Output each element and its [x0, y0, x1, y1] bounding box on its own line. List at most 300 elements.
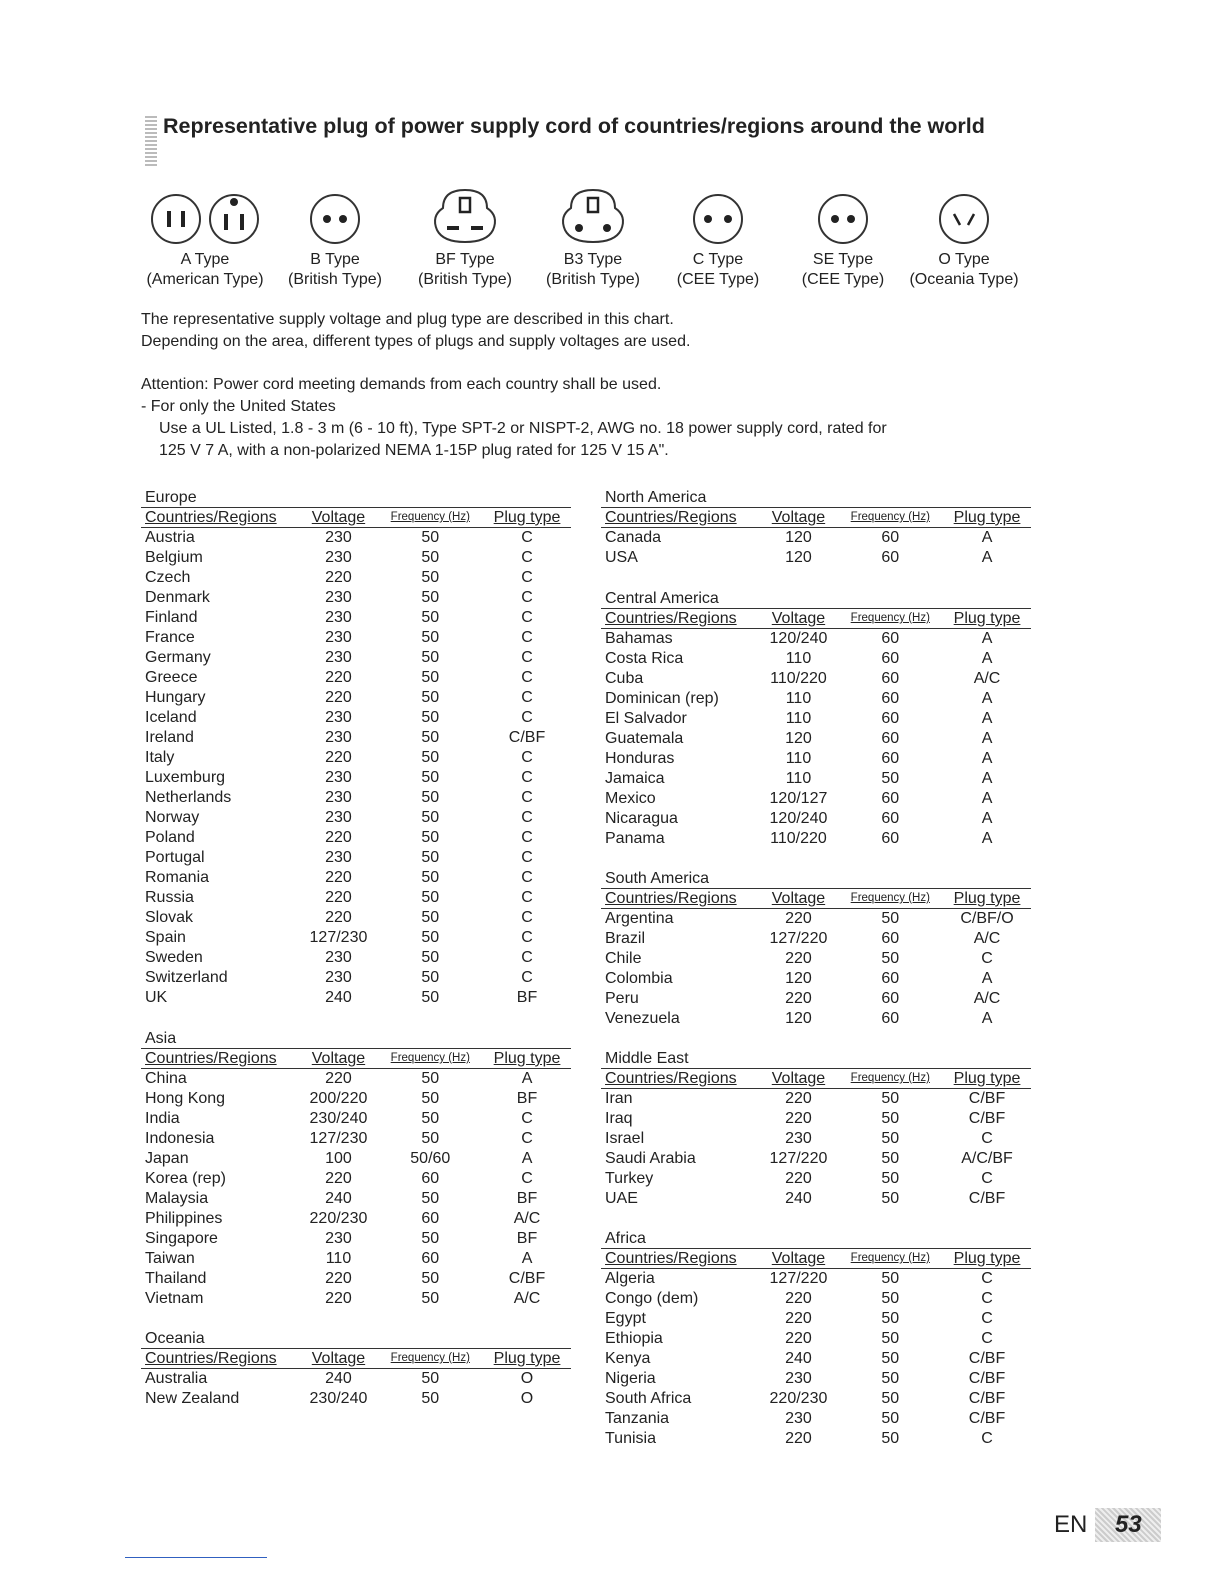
country-cell: Guatemala — [605, 730, 684, 747]
table-row — [141, 708, 571, 728]
voltage-cell: 120 — [785, 730, 812, 747]
country-cell: Cuba — [605, 670, 644, 687]
country-cell: Egypt — [605, 1310, 646, 1327]
country-cell: Kenya — [605, 1350, 651, 1367]
plug-type-cell: A — [521, 1150, 533, 1167]
voltage-cell: 110 — [785, 770, 812, 787]
plug-type-cell: C/BF — [968, 1350, 1006, 1367]
country-cell: UK — [145, 989, 168, 1006]
plug-type-cell: C — [981, 1270, 993, 1287]
country-cell: Portugal — [145, 849, 205, 866]
plug-b3-icon — [557, 186, 629, 246]
table-row — [141, 748, 571, 768]
plug-type-bf: BF Type (British Type) — [402, 186, 528, 290]
voltage-cell: 220 — [785, 1170, 812, 1187]
table-row — [141, 968, 571, 988]
table-row — [601, 769, 1031, 789]
voltage-cell: 220 — [785, 1310, 812, 1327]
frequency-cell: 50 — [881, 910, 900, 927]
voltage-cell: 230 — [325, 849, 352, 866]
country-cell: Tunisia — [605, 1430, 656, 1447]
frequency-cell: 60 — [881, 970, 900, 987]
frequency-cell: 50 — [421, 669, 440, 686]
plug-types-row — [140, 186, 1030, 296]
frequency-cell: 50 — [421, 749, 440, 766]
table-row — [141, 528, 571, 548]
table-header: Countries/Regions Voltage Frequency (Hz) Plug type — [601, 609, 1031, 629]
country-cell: Hong Kong — [145, 1090, 226, 1107]
plug-type-cell: C — [521, 769, 533, 786]
table-row — [141, 1109, 571, 1129]
country-cell: Panama — [605, 830, 665, 847]
table-header: Countries/Regions Voltage Frequency (Hz) Plug type — [601, 889, 1031, 909]
voltage-cell: 220 — [785, 950, 812, 967]
frequency-cell: 50 — [421, 529, 440, 546]
voltage-cell: 127/220 — [769, 1150, 828, 1167]
country-cell: El Salvador — [605, 710, 687, 727]
country-cell: Greece — [145, 669, 198, 686]
voltage-cell: 120/240 — [769, 810, 828, 827]
plug-type-cell: C — [521, 629, 533, 646]
frequency-cell: 50 — [421, 1390, 440, 1407]
table-row — [141, 728, 571, 748]
frequency-cell: 50 — [421, 989, 440, 1006]
attention-text: Attention: Power cord meeting demands from each country shall be used. - For only the United States Use a UL Listed, 1.8 - 3 m (6 - 10 ft), Type SPT-2 or NISPT-2, AWG no. 18 power supply cord, rated for 125 V 7 A, with a non-polarized NEMA 1-15P plug rated for 125 V 15 A". — [141, 376, 887, 459]
plug-type-cell: A/C — [973, 930, 1001, 947]
country-cell: Poland — [145, 829, 195, 846]
country-cell: Switzerland — [145, 969, 228, 986]
voltage-cell: 220 — [785, 1290, 812, 1307]
frequency-cell: 50 — [421, 1110, 440, 1127]
voltage-cell: 220 — [325, 1270, 352, 1287]
voltage-cell: 230 — [785, 1370, 812, 1387]
table-row — [601, 949, 1031, 969]
table-row — [141, 1149, 571, 1169]
frequency-cell: 60 — [881, 670, 900, 687]
voltage-cell: 120/240 — [769, 630, 828, 647]
voltage-cell: 110 — [785, 710, 812, 727]
table-row — [601, 1309, 1031, 1329]
voltage-cell: 100 — [325, 1150, 352, 1167]
frequency-cell: 60 — [421, 1210, 440, 1227]
country-cell: Vietnam — [145, 1290, 204, 1307]
plug-type-o: O Type (Oceania Type) — [898, 186, 1030, 290]
plug-type-cell: C/BF — [508, 729, 546, 746]
middle-east-table — [601, 1050, 1031, 1209]
plug-type-cell: A — [981, 710, 993, 727]
plug-type-cell: C — [521, 969, 533, 986]
plug-type-a: A Type (American Type) — [140, 186, 270, 290]
voltage-cell: 220 — [785, 1090, 812, 1107]
table-row — [141, 808, 571, 828]
frequency-cell: 60 — [881, 810, 900, 827]
table-row — [601, 548, 1031, 568]
frequency-cell: 50 — [881, 1150, 900, 1167]
middle-east-title: Middle East — [601, 1050, 1031, 1069]
country-cell: Spain — [145, 929, 186, 946]
plug-type-cell: BF — [516, 1190, 538, 1207]
country-cell: France — [145, 629, 195, 646]
plug-c-icon — [691, 192, 745, 246]
table-row — [601, 1409, 1031, 1429]
plug-type-cell: C — [521, 909, 533, 926]
frequency-cell: 50 — [421, 629, 440, 646]
north-america-table — [601, 489, 1031, 568]
central-america-title: Central America — [601, 590, 1031, 609]
frequency-cell: 50 — [421, 549, 440, 566]
voltage-cell: 220 — [785, 990, 812, 1007]
country-cell: Luxemburg — [145, 769, 226, 786]
table-row — [601, 749, 1031, 769]
country-cell: Argentina — [605, 910, 674, 927]
table-row — [601, 709, 1031, 729]
frequency-cell: 50 — [421, 569, 440, 586]
country-cell: Netherlands — [145, 789, 232, 806]
country-cell: Russia — [145, 889, 194, 906]
central-america-table — [601, 590, 1031, 849]
plug-type-cell: C — [521, 709, 533, 726]
country-cell: Hungary — [145, 689, 206, 706]
country-cell: Singapore — [145, 1230, 218, 1247]
frequency-cell: 50 — [421, 769, 440, 786]
frequency-cell: 60 — [881, 790, 900, 807]
frequency-cell: 50 — [881, 770, 900, 787]
table-row — [601, 1129, 1031, 1149]
table-header: Countries/Regions Voltage Frequency (Hz) Plug type — [601, 1249, 1031, 1269]
frequency-cell: 50 — [421, 1230, 440, 1247]
south-america-table — [601, 870, 1031, 1029]
plug-type-cell: C/BF/O — [960, 910, 1014, 927]
plug-type-cell: C — [981, 1170, 993, 1187]
country-cell: Ireland — [145, 729, 194, 746]
country-cell: UAE — [605, 1190, 638, 1207]
plug-type-cell: A — [981, 830, 993, 847]
country-cell: Malaysia — [145, 1190, 209, 1207]
frequency-cell: 50/60 — [410, 1150, 451, 1167]
frequency-cell: 60 — [881, 750, 900, 767]
table-row — [601, 629, 1031, 649]
country-cell: Iceland — [145, 709, 197, 726]
voltage-cell: 220 — [325, 869, 352, 886]
frequency-cell: 50 — [421, 929, 440, 946]
voltage-cell: 240 — [325, 989, 352, 1006]
frequency-cell: 50 — [421, 829, 440, 846]
frequency-cell: 60 — [881, 630, 900, 647]
plug-type-cell: A — [981, 690, 993, 707]
plug-type-cell: C — [521, 529, 533, 546]
country-cell: Chile — [605, 950, 642, 967]
plug-type-cell: C — [521, 889, 533, 906]
frequency-cell: 60 — [881, 730, 900, 747]
voltage-cell: 230 — [325, 589, 352, 606]
asia-table — [141, 1030, 571, 1309]
plug-bf-icon — [429, 186, 501, 246]
plug-type-cell: A/C — [513, 1290, 541, 1307]
plug-type-cell: C — [981, 1330, 993, 1347]
frequency-cell: 50 — [421, 689, 440, 706]
frequency-cell: 60 — [881, 690, 900, 707]
table-row — [601, 1109, 1031, 1129]
voltage-cell: 230 — [325, 1230, 352, 1247]
frequency-cell: 50 — [881, 950, 900, 967]
voltage-cell: 110 — [785, 650, 812, 667]
table-row — [141, 828, 571, 848]
table-row — [601, 649, 1031, 669]
table-row — [141, 908, 571, 928]
plug-o-icon — [937, 192, 991, 246]
voltage-cell: 120 — [785, 1010, 812, 1027]
table-row — [141, 1289, 571, 1309]
voltage-cell: 220 — [325, 669, 352, 686]
frequency-cell: 50 — [881, 1310, 900, 1327]
voltage-cell: 230 — [325, 629, 352, 646]
intro-text: The representative supply voltage and plug type are described in this chart. Depending on the area, different types of plugs and supply voltages are used. — [141, 311, 691, 350]
country-cell: Korea (rep) — [145, 1170, 226, 1187]
frequency-cell: 60 — [881, 1010, 900, 1027]
table-row — [601, 969, 1031, 989]
table-row — [141, 788, 571, 808]
country-cell: Turkey — [605, 1170, 654, 1187]
voltage-cell: 220 — [785, 1330, 812, 1347]
table-row — [141, 1369, 571, 1389]
country-cell: Germany — [145, 649, 211, 666]
voltage-cell: 230 — [325, 769, 352, 786]
frequency-cell: 50 — [421, 789, 440, 806]
frequency-cell: 50 — [881, 1330, 900, 1347]
africa-table — [601, 1230, 1031, 1449]
voltage-cell: 120 — [785, 970, 812, 987]
plug-type-se: SE Type (CEE Type) — [780, 186, 906, 290]
voltage-cell: 230/240 — [309, 1110, 368, 1127]
plug-type-cell: A/C — [973, 670, 1001, 687]
africa-title: Africa — [601, 1230, 1031, 1249]
table-row — [601, 1429, 1031, 1449]
frequency-cell: 50 — [881, 1190, 900, 1207]
plug-type-cell: C — [981, 1310, 993, 1327]
frequency-cell: 50 — [421, 589, 440, 606]
frequency-cell: 60 — [881, 710, 900, 727]
table-row — [141, 1069, 571, 1089]
frequency-cell: 50 — [421, 729, 440, 746]
country-cell: Iraq — [605, 1110, 633, 1127]
country-cell: India — [145, 1110, 180, 1127]
voltage-cell: 120/127 — [769, 790, 828, 807]
table-header: Countries/Regions Voltage Frequency (Hz) Plug type — [141, 1349, 571, 1369]
voltage-cell: 230 — [325, 969, 352, 986]
frequency-cell: 50 — [881, 1290, 900, 1307]
page-number-value: 53 — [1095, 1508, 1161, 1542]
country-cell: Bahamas — [605, 630, 673, 647]
voltage-cell: 230 — [325, 649, 352, 666]
plug-type-cell: C — [981, 1430, 993, 1447]
frequency-cell: 50 — [881, 1110, 900, 1127]
country-cell: Jamaica — [605, 770, 665, 787]
table-row — [601, 929, 1031, 949]
page-title: Representative plug of power supply cord of countries/regions around the world — [163, 114, 985, 138]
plug-type-cell: A — [521, 1070, 533, 1087]
voltage-cell: 240 — [785, 1190, 812, 1207]
voltage-cell: 220 — [325, 1170, 352, 1187]
voltage-cell: 120 — [785, 549, 812, 566]
voltage-cell: 220 — [325, 689, 352, 706]
table-header: Countries/Regions Voltage Frequency (Hz) Plug type — [141, 1049, 571, 1069]
voltage-cell: 127/230 — [309, 929, 368, 946]
country-cell: Saudi Arabia — [605, 1150, 696, 1167]
table-row — [601, 1369, 1031, 1389]
frequency-cell: 50 — [421, 849, 440, 866]
plug-type-cell: C — [521, 789, 533, 806]
country-cell: Denmark — [145, 589, 210, 606]
plug-a-icon — [149, 192, 203, 246]
footer-line — [125, 1557, 267, 1558]
country-cell: South Africa — [605, 1390, 692, 1407]
oceania-table — [141, 1330, 571, 1409]
plug-type-cell: C — [521, 949, 533, 966]
country-cell: Mexico — [605, 790, 656, 807]
voltage-cell: 230 — [325, 609, 352, 626]
voltage-cell: 127/220 — [769, 930, 828, 947]
voltage-cell: 230 — [325, 729, 352, 746]
frequency-cell: 50 — [421, 1270, 440, 1287]
frequency-cell: 60 — [881, 990, 900, 1007]
plug-b-icon — [308, 192, 362, 246]
table-header: Countries/Regions Voltage Frequency (Hz) Plug type — [141, 508, 571, 528]
south-america-title: South America — [601, 870, 1031, 889]
plug-type-cell: C — [981, 1130, 993, 1147]
table-row — [141, 648, 571, 668]
voltage-cell: 220 — [325, 569, 352, 586]
frequency-cell: 50 — [421, 1190, 440, 1207]
plug-type-cell: A — [981, 970, 993, 987]
plug-type-cell: O — [520, 1390, 534, 1407]
frequency-cell: 50 — [421, 649, 440, 666]
country-cell: Algeria — [605, 1270, 655, 1287]
voltage-cell: 220 — [325, 1070, 352, 1087]
table-row — [141, 988, 571, 1008]
voltage-cell: 220/230 — [769, 1390, 828, 1407]
voltage-cell: 230 — [325, 709, 352, 726]
voltage-cell: 230/240 — [309, 1390, 368, 1407]
table-row — [601, 689, 1031, 709]
plug-type-c: C Type (CEE Type) — [658, 186, 778, 290]
plug-type-cell: C/BF — [508, 1270, 546, 1287]
voltage-cell: 220 — [325, 1290, 352, 1307]
voltage-cell: 240 — [785, 1350, 812, 1367]
frequency-cell: 60 — [881, 549, 900, 566]
plug-type-cell: A/C — [973, 990, 1001, 1007]
plug-type-cell: BF — [516, 1090, 538, 1107]
table-row — [141, 1169, 571, 1189]
plug-type-cell: C — [981, 1290, 993, 1307]
country-cell: Finland — [145, 609, 198, 626]
frequency-cell: 50 — [421, 609, 440, 626]
plug-type-cell: C — [521, 569, 533, 586]
plug-type-b3: B3 Type (British Type) — [530, 186, 656, 290]
table-row — [601, 1189, 1031, 1209]
plug-type-cell: A — [981, 650, 993, 667]
country-cell: Iran — [605, 1090, 633, 1107]
table-row — [141, 568, 571, 588]
country-cell: Nicaragua — [605, 810, 678, 827]
frequency-cell: 50 — [881, 1430, 900, 1447]
table-row — [141, 1389, 571, 1409]
voltage-cell: 110/220 — [770, 830, 827, 847]
voltage-cell: 230 — [325, 809, 352, 826]
table-row — [601, 909, 1031, 929]
table-row — [141, 768, 571, 788]
table-row — [601, 1329, 1031, 1349]
frequency-cell: 50 — [421, 1290, 440, 1307]
plug-type-cell: O — [520, 1370, 534, 1387]
country-cell: Tanzania — [605, 1410, 670, 1427]
frequency-cell: 50 — [881, 1410, 900, 1427]
table-row — [601, 669, 1031, 689]
plug-type-cell: A — [981, 1010, 993, 1027]
asia-title: Asia — [141, 1030, 571, 1049]
frequency-cell: 50 — [881, 1090, 900, 1107]
table-row — [141, 928, 571, 948]
country-cell: Colombia — [605, 970, 673, 987]
voltage-cell: 220 — [325, 829, 352, 846]
voltage-cell: 220/230 — [309, 1210, 368, 1227]
plug-type-cell: A/C — [513, 1210, 541, 1227]
page-number — [1054, 1508, 1161, 1542]
plug-type-cell: A — [981, 630, 993, 647]
country-cell: USA — [605, 549, 638, 566]
plug-type-cell: C — [521, 1130, 533, 1147]
plug-type-cell: C — [521, 589, 533, 606]
plug-type-cell: A/C/BF — [961, 1150, 1013, 1167]
plug-type-cell: A — [981, 529, 993, 546]
country-cell: Canada — [605, 529, 662, 546]
frequency-cell: 50 — [421, 949, 440, 966]
country-cell: Japan — [145, 1150, 189, 1167]
table-row — [141, 1209, 571, 1229]
plug-type-cell: BF — [516, 1230, 538, 1247]
plug-type-cell: A — [981, 810, 993, 827]
plug-type-cell: C/BF — [968, 1110, 1006, 1127]
plug-type-cell: C/BF — [968, 1370, 1006, 1387]
country-cell: Belgium — [145, 549, 203, 566]
plug-type-cell: C — [981, 950, 993, 967]
table-row — [601, 809, 1031, 829]
voltage-cell: 240 — [325, 1370, 352, 1387]
frequency-cell: 50 — [421, 1070, 440, 1087]
country-cell: Israel — [605, 1130, 645, 1147]
country-cell: Australia — [145, 1370, 208, 1387]
voltage-cell: 220 — [325, 889, 352, 906]
voltage-cell: 220 — [325, 909, 352, 926]
frequency-cell: 50 — [421, 809, 440, 826]
table-row — [601, 1349, 1031, 1369]
frequency-cell: 60 — [881, 650, 900, 667]
table-row — [141, 688, 571, 708]
country-cell: Czech — [145, 569, 191, 586]
table-row — [141, 1269, 571, 1289]
plug-a-ground-icon — [207, 188, 261, 246]
country-cell: Peru — [605, 990, 639, 1007]
voltage-cell: 220 — [325, 749, 352, 766]
table-row — [601, 1089, 1031, 1109]
table-row — [141, 628, 571, 648]
frequency-cell: 60 — [421, 1170, 440, 1187]
plug-type-b: B Type (British Type) — [275, 186, 395, 290]
plug-type-cell: C — [521, 649, 533, 666]
country-cell: Philippines — [145, 1210, 223, 1227]
plug-type-cell: C/BF — [968, 1390, 1006, 1407]
europe-title: Europe — [141, 489, 571, 508]
table-row — [601, 729, 1031, 749]
